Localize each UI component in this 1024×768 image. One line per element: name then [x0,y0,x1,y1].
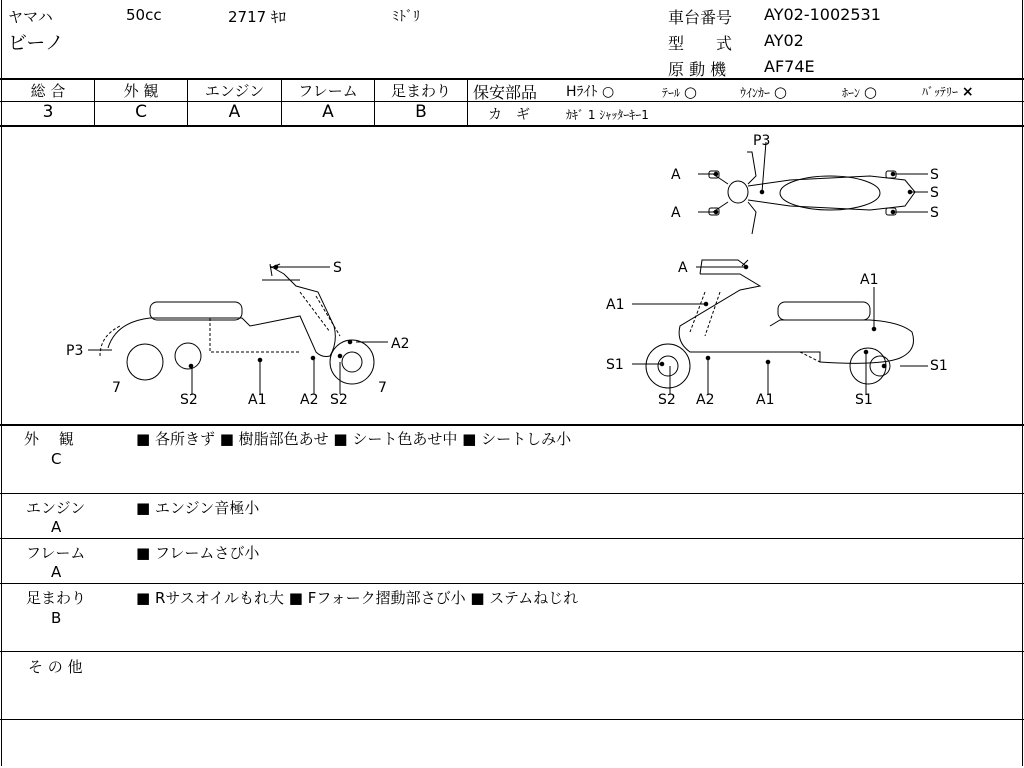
scooter-left-view [88,264,388,394]
model-name: ビーノ [8,32,64,54]
diagram-label: S [333,260,342,276]
grade-exterior: C [135,102,147,122]
grade-label-suspension: 足まわり [390,82,451,100]
chassis-value: AY02-1002531 [764,5,881,24]
diagram-label: A [678,260,688,276]
maker: ヤマハ [8,8,53,26]
scooter-top-view [698,142,928,234]
damage-diagram [0,126,1024,424]
divider [0,651,1024,652]
safety-item-horn: ﾎｰﾝ ○ [842,83,877,101]
safety-item-tail: ﾃｰﾙ ○ [662,83,697,101]
diagram-label: S2 [330,392,348,408]
note-text-suspension: ■ Rサスオイルもれ大 ■ Fフォーク摺動部さび小 ■ ステムねじれ [136,589,579,607]
note-text-exterior: ■ 各所きず ■ 樹脂部色あせ ■ シート色あせ中 ■ シートしみ小 [136,430,572,448]
chassis-label: 車台番号 [668,8,733,27]
divider [0,424,1024,426]
grade-label-overall: 総 合 [30,82,66,100]
note-label-frame: フレーム [26,544,86,562]
diagram-label: S2 [180,392,198,408]
diagram-label: A1 [756,392,775,408]
divider [0,538,1024,539]
diagram-label: 7 [378,380,387,396]
safety-label: 保安部品 [473,83,538,102]
divider [0,493,1024,494]
key-value: ｶｷﾞ 1 ｼｬｯﾀｰｷｰ1 [566,108,649,122]
grade-frame: A [322,102,334,122]
key-label: カ ギ [488,107,530,123]
divider [0,583,1024,584]
diagram-label: A2 [696,392,715,408]
mileage: 2717 ｷﾛ [228,8,286,26]
diagram-label: A [671,205,681,221]
note-text-frame: ■ フレームさび小 [136,544,260,562]
note-label-engine: エンジン [26,499,86,517]
grade-suspension: B [415,102,427,122]
type-value: AY02 [764,31,804,50]
grade-overall: 3 [42,102,54,122]
safety-item-headlight: Hﾗｲﾄ ○ [566,84,615,100]
grade-label-frame: フレーム [298,82,358,100]
type-label: 型 式 [668,34,733,53]
diagram-label: A1 [860,272,879,288]
note-grade-frame: A [51,563,62,581]
note-grade-engine: A [51,518,62,536]
grade-engine: A [228,102,241,122]
diagram-label: P3 [753,133,771,149]
diagram-label: S1 [930,358,948,374]
color: ﾐﾄﾞﾘ [392,9,420,25]
scooter-right-view [632,260,928,394]
divider [467,79,468,125]
divider [0,719,1024,720]
diagram-label: S [930,185,939,201]
note-text-engine: ■ エンジン音極小 [136,499,260,517]
note-label-exterior: 外 観 [24,430,74,448]
diagram-label: A1 [248,392,267,408]
engine-value: AF74E [764,57,815,76]
displacement: 50cc [126,6,162,24]
diagram-label: A2 [300,392,319,408]
grade-label-exterior: 外 観 [123,82,159,100]
diagram-label: A [671,167,681,183]
diagram-label: S [930,205,939,221]
note-label-suspension: 足まわり [26,589,87,607]
note-label-other: そ の 他 [28,658,83,676]
diagram-label: S2 [658,392,676,408]
diagram-label: S1 [855,392,873,408]
safety-item-battery: ﾊﾞｯﾃﾘｰ × [922,84,974,100]
diagram-label: A2 [391,336,410,352]
safety-item-winker: ｳｲﾝｶｰ ○ [740,83,787,101]
note-grade-exterior: C [51,450,62,468]
diagram-label: S [930,167,939,183]
diagram-label: S1 [606,357,624,373]
diagram-label: A1 [606,297,625,313]
grade-label-engine: エンジン [204,82,265,100]
diagram-label: P3 [66,343,84,359]
diagram-label: 7 [112,380,121,396]
note-grade-suspension: B [51,609,62,627]
engine-label: 原 動 機 [668,60,727,79]
